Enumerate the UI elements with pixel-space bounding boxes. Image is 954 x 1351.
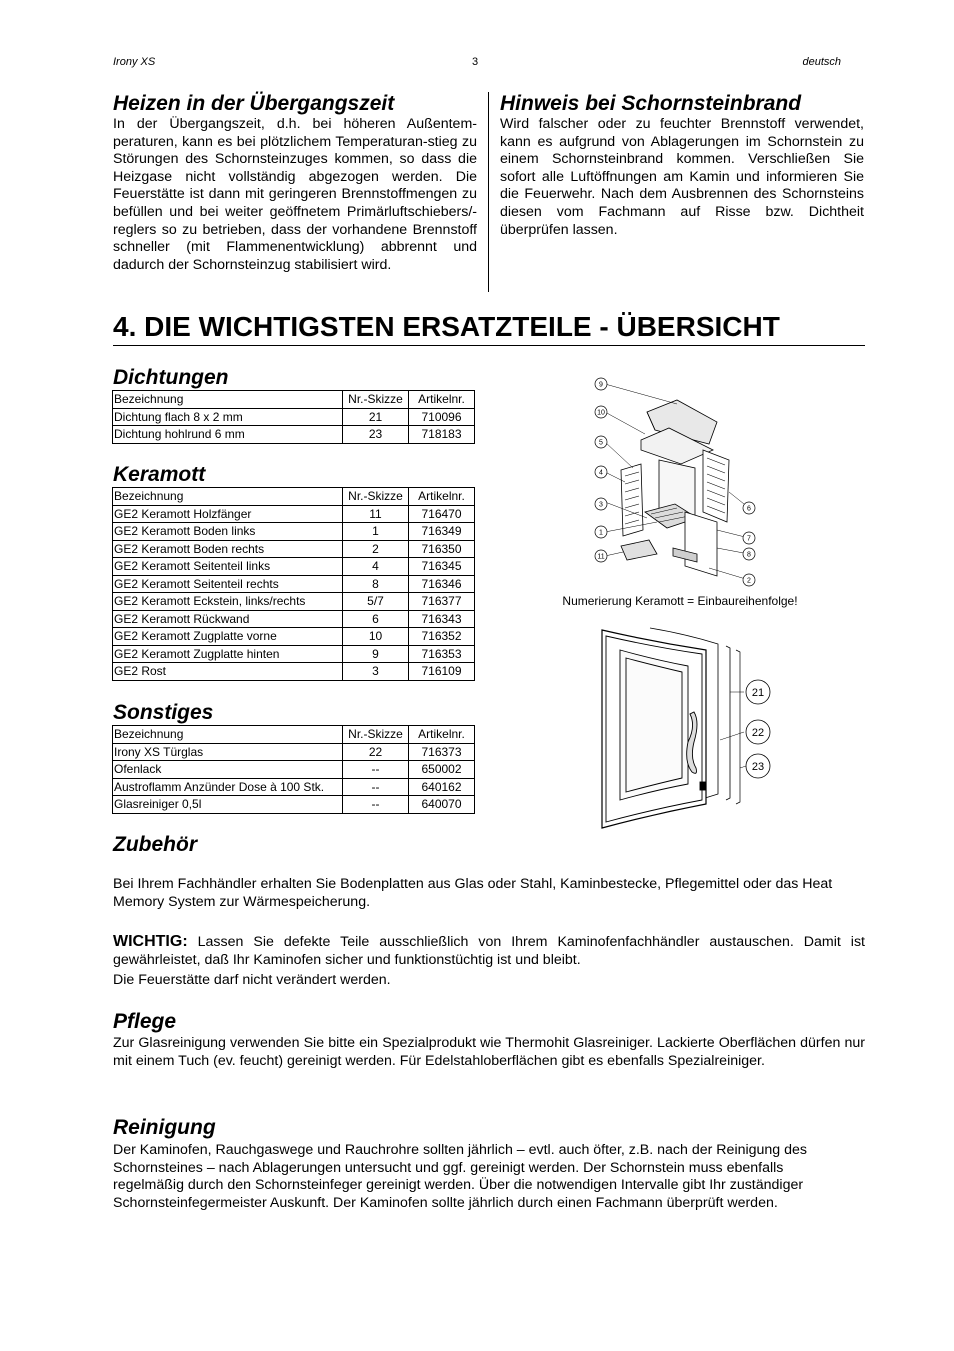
- table-row: [113, 505, 475, 523]
- cell: 21: [343, 408, 409, 426]
- col-header: Nr.-Skizze: [343, 726, 409, 744]
- table-row: [113, 426, 475, 444]
- cell: 640162: [409, 778, 475, 796]
- section-schornsteinbrand: [500, 92, 864, 239]
- cell: GE2 Keramott Zugplatte hinten: [113, 645, 343, 663]
- cell: 1: [343, 523, 409, 541]
- col-header: Artikelnr.: [409, 726, 475, 744]
- table-row: [113, 778, 475, 796]
- cell: 10: [343, 628, 409, 646]
- cell: Glasreiniger 0,5l: [113, 796, 343, 814]
- diagram-caption: Numerierung Keramott = Einbaureihenfolge!: [562, 594, 798, 608]
- cell: 716377: [409, 593, 475, 611]
- cell: Dichtung hohlrund 6 mm: [113, 426, 343, 444]
- callout-label: 6: [747, 505, 751, 513]
- page-number: 3: [472, 56, 479, 68]
- cell: 22: [343, 743, 409, 761]
- heading-uebergangszeit: Heizen in der Übergangszeit: [113, 92, 395, 115]
- text-zubehoer: Bei Ihrem Fachhändler erhalten Sie Bodenplatten aus Glas oder Stahl, Kaminbestecke, Pflegemittel oder das Heat Memory System zur Wärmespeicherung.: [113, 876, 833, 910]
- table-row: [113, 796, 475, 814]
- table-row: [113, 558, 475, 576]
- table-keramott: [112, 487, 475, 681]
- door-exploded-diagram: [590, 622, 780, 834]
- col-header: Artikelnr.: [409, 391, 475, 409]
- callout-label: 10: [597, 409, 605, 417]
- callout-label: 8: [747, 551, 751, 559]
- callout-label: 9: [599, 381, 603, 389]
- cell: GE2 Keramott Zugplatte vorne: [113, 628, 343, 646]
- cell: 2: [343, 540, 409, 558]
- cell: Irony XS Türglas: [113, 743, 343, 761]
- cell: 716353: [409, 645, 475, 663]
- heading-dichtungen: Dichtungen: [113, 366, 229, 389]
- heading-sonstiges: Sonstiges: [113, 701, 214, 724]
- header-product: Irony XS: [113, 56, 156, 68]
- cell: 716343: [409, 610, 475, 628]
- cell: 8: [343, 575, 409, 593]
- cell: 5/7: [343, 593, 409, 611]
- cell: 6: [343, 610, 409, 628]
- table-row: [113, 523, 475, 541]
- table-row: [113, 628, 475, 646]
- cell: GE2 Keramott Rückwand: [113, 610, 343, 628]
- cell: GE2 Keramott Seitenteil links: [113, 558, 343, 576]
- cell: 650002: [409, 761, 475, 779]
- section-title: 4. DIE WICHTIGSTEN ERSATZTEILE - ÜBERSICHT: [113, 309, 865, 346]
- table-row: [113, 408, 475, 426]
- cell: GE2 Keramott Boden links: [113, 523, 343, 541]
- wichtig-label: WICHTIG:: [113, 933, 188, 950]
- header-language: deutsch: [802, 56, 841, 68]
- cell: GE2 Rost: [113, 663, 343, 681]
- cell: 3: [343, 663, 409, 681]
- col-header: Bezeichnung: [113, 488, 343, 506]
- table-row: [113, 663, 475, 681]
- col-header: Bezeichnung: [113, 726, 343, 744]
- callout-label: 4: [599, 469, 603, 477]
- keramott-exploded-diagram: [585, 372, 765, 592]
- heading-reinigung: Reinigung: [113, 1116, 216, 1139]
- table-header-row: [113, 726, 475, 744]
- cell: 716350: [409, 540, 475, 558]
- callout-label: 5: [599, 439, 603, 447]
- table-header-row: [113, 488, 475, 506]
- cell: GE2 Keramott Seitenteil rechts: [113, 575, 343, 593]
- cell: --: [343, 778, 409, 796]
- cell: 716345: [409, 558, 475, 576]
- cell: 23: [343, 426, 409, 444]
- text-feuerstaette-note: Die Feuerstätte darf nicht verändert werden.: [113, 972, 391, 988]
- callout-label: 2: [747, 577, 751, 585]
- cell: 716352: [409, 628, 475, 646]
- cell: 710096: [409, 408, 475, 426]
- text-reinigung: Der Kaminofen, Rauchgaswege und Rauchrohre sollten jährlich – evtl. auch öfter, z.B. nach der Reinigung des Schornsteines – nach Ablagerungen untersucht und ggf. gereinigt werden. Der Schornstein muss ebenfalls regelmäßig durch den Schornsteinfeger gereinigt werden. Über die notwendigen Intervalle gibt Ihr zuständiger Schornsteinfegermeister Auskunft. Der Kaminofen sollte jährlich durch einen Fachmann überprüft werden.: [113, 1142, 808, 1211]
- table-row: [113, 593, 475, 611]
- col-header: Artikelnr.: [409, 488, 475, 506]
- table-dichtungen: [112, 390, 475, 444]
- col-header: Bezeichnung: [113, 391, 343, 409]
- cell: GE2 Keramott Holzfänger: [113, 505, 343, 523]
- cell: --: [343, 761, 409, 779]
- cell: Austroflamm Anzünder Dose à 100 Stk.: [113, 778, 343, 796]
- heading-zubehoer: Zubehör: [113, 833, 197, 856]
- callout-label: 11: [597, 553, 605, 561]
- callout-label: 21: [751, 687, 765, 699]
- callout-label: 1: [599, 529, 603, 537]
- cell: --: [343, 796, 409, 814]
- callout-label: 3: [599, 501, 603, 509]
- cell: 9: [343, 645, 409, 663]
- callout-label: 23: [751, 761, 765, 773]
- cell: 716109: [409, 663, 475, 681]
- text-pflege: Zur Glasreinigung verwenden Sie bitte ein Spezialprodukt wie Thermohit Glasreiniger. Lackierte Oberflächen dürfen nur mit einem Tuch (ev. feucht) gereinigt werden. Für Edelstahloberflächen gibt es ebenfalls Spezialreiniger.: [113, 1035, 865, 1069]
- callout-label: 22: [751, 727, 765, 739]
- table-row: [113, 761, 475, 779]
- cell: 716373: [409, 743, 475, 761]
- heading-pflege: Pflege: [113, 1010, 177, 1033]
- cell: 11: [343, 505, 409, 523]
- section-uebergangszeit: [113, 92, 477, 274]
- table-header-row: [113, 391, 475, 409]
- text-uebergangszeit: In der Übergangszeit, d.h. bei höheren Außentem-peraturen, kann es bei plötzlichem Temperaturan-stieg zu Störungen des Schornsteinzuges kommen, so dass die Heizgase nicht vollständig abgezogen werden. Die Feuerstätte ist dann mit geringeren Brennstoffmengen zu befüllen und bei weiter geöffnetem Primärluftschiebers/-reglers so zu betrieben, dass der vorhandene Brennstoff schneller (mit Flammenentwicklung) abbrennt und dadurch der Schornsteinzug stabilisiert wird.: [113, 116, 477, 273]
- col-header: Nr.-Skizze: [343, 391, 409, 409]
- callout-label: 7: [747, 535, 751, 543]
- cell: 716346: [409, 575, 475, 593]
- cell: Ofenlack: [113, 761, 343, 779]
- table-row: [113, 575, 475, 593]
- cell: 716349: [409, 523, 475, 541]
- cell: 716470: [409, 505, 475, 523]
- col-header: Nr.-Skizze: [343, 488, 409, 506]
- table-sonstiges: [112, 725, 475, 814]
- cell: 640070: [409, 796, 475, 814]
- wichtig-text: Lassen Sie defekte Teile ausschließlich von Ihrem Kaminofenfachhändler austauschen. Damit ist gewährleistet, daß Ihr Kaminofen sicher und funktionstüchtig ist und bleibt.: [113, 934, 865, 968]
- heading-schornsteinbrand: Hinweis bei Schornsteinbrand: [500, 92, 802, 115]
- column-divider: [488, 92, 489, 292]
- table-row: [113, 540, 475, 558]
- cell: GE2 Keramott Eckstein, links/rechts: [113, 593, 343, 611]
- cell: 718183: [409, 426, 475, 444]
- table-row: [113, 610, 475, 628]
- cell: 4: [343, 558, 409, 576]
- wichtig-note: [113, 933, 865, 969]
- text-schornsteinbrand: Wird falscher oder zu feuchter Brennstoff verwendet, kann es aufgrund von Ablagerungen im Schornstein zu einem Schornsteinbrand kommen. Verschließen Sie sofort alle Luftöffnungen am Kamin und informieren Sie die Feuerwehr. Nach dem Ausbrennen des Schornsteins diesen vom Fachmann auf Risse bzw. Dichtheit überprüfen lassen.: [500, 116, 864, 238]
- heading-keramott: Keramott: [113, 463, 206, 486]
- cell: Dichtung flach 8 x 2 mm: [113, 408, 343, 426]
- cell: GE2 Keramott Boden rechts: [113, 540, 343, 558]
- table-row: [113, 645, 475, 663]
- table-row: [113, 743, 475, 761]
